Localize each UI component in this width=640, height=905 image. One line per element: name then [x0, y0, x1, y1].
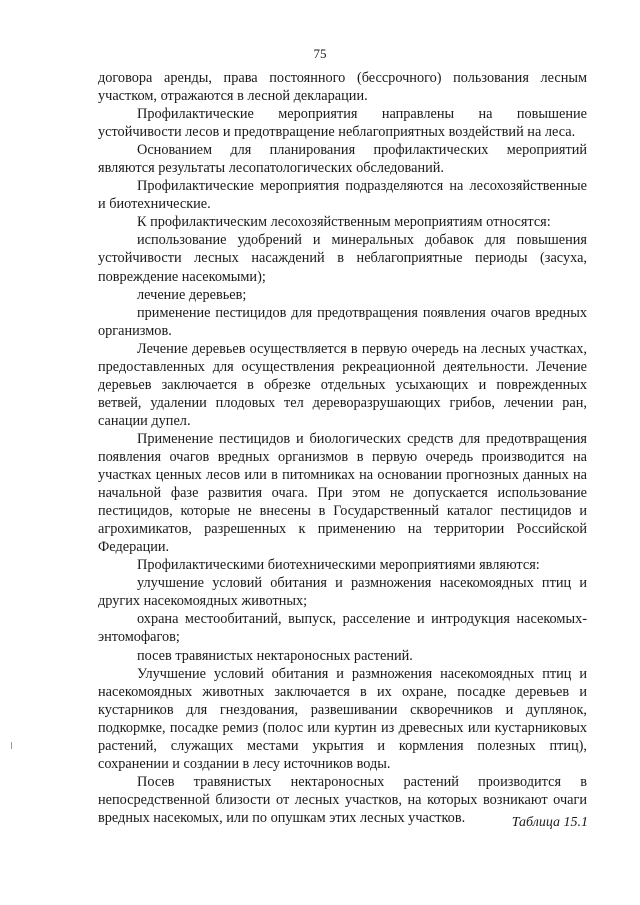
paragraph-pesticides: Применение пестицидов и биологических средств для предотвращения появления очагов вредных организмов в первую очередь производится на участках ценных лесов или в питомниках на основании прогнозных данных на начальной фазе развития очага. При этом не допускается использование пестицидов, которые не внесены в Государственный каталог пестицидов и агрохимикатов, разрешенных к применению на территории Российской Федерации.	[98, 430, 587, 556]
paragraph-2: Профилактические мероприятия направлены на повышение устойчивости лесов и предотвращение неблагоприятных воздействий на леса.	[98, 106, 587, 141]
list-item-pesticides: применение пестицидов для предотвращения появления очагов вредных организмов.	[98, 304, 587, 339]
page-number: 75	[313, 46, 327, 61]
paragraph-3: Основанием для планирования профилактических мероприятий являются результаты лесопатологических обследований.	[98, 142, 587, 177]
table-caption: Таблица 15.1	[511, 815, 588, 830]
paragraph-4: Профилактические мероприятия подразделяются на лесохозяйственные и биотехнические.	[98, 178, 587, 213]
list-item-fertilizers: использование удобрений и минеральных добавок для повышения устойчивости лесных насаждений в неблагоприятные периоды (засуха, повреждение насекомыми);	[98, 232, 587, 285]
paragraph-1: договора аренды, права постоянного (бессрочного) пользования лесным участком, отражаются в лесной декларации.	[98, 70, 587, 105]
list-item-tree-treatment: лечение деревьев;	[137, 286, 247, 303]
list-item-birds: улучшение условий обитания и размножения насекомоядных птиц и других насекомоядных животных;	[98, 575, 587, 610]
paragraph-tree-treatment: Лечение деревьев осуществляется в первую очередь на лесных участках, предоставленных для осуществления рекреационной деятельности. Лечение деревьев заключается в обрезке отдельных усыхающих и поврежденных ветвей, удалении плодовых тел дереворазрушающих грибов, лечении ран, санации дупел.	[98, 340, 587, 429]
list-item-nectar-plants: посев травянистых нектароносных растений.	[137, 647, 413, 664]
paragraph-nectar-detail: Посев травянистых нектароносных растений производится в непосредственной близости от лесных участков, на которых возникают очаги вредных насекомых, или по опушкам этих лесных участков.	[98, 773, 587, 826]
margin-mark	[11, 742, 12, 749]
list-item-entomophages: охрана местообитаний, выпуск, расселение и интродукция насекомых-энтомофагов;	[98, 611, 587, 646]
paragraph-biotech-intro: Профилактическими биотехническими мероприятиями являются:	[137, 557, 540, 574]
paragraph-5: К профилактическим лесохозяйственным мероприятиям относятся:	[137, 214, 551, 231]
paragraph-birds-detail: Улучшение условий обитания и размножения насекомоядных птиц и насекомоядных животных заключается в их охране, посадке деревьев и кустарников для гнездования, развешивании скворечников и дуплянок, подкормке, посадке ремиз (полос или куртин из древесных или кустарниковых растений, служащих местами укрытия и кормления полезных птиц), сохранении и создании в лесу источников воды.	[98, 665, 587, 772]
body-text	[98, 69, 587, 827]
